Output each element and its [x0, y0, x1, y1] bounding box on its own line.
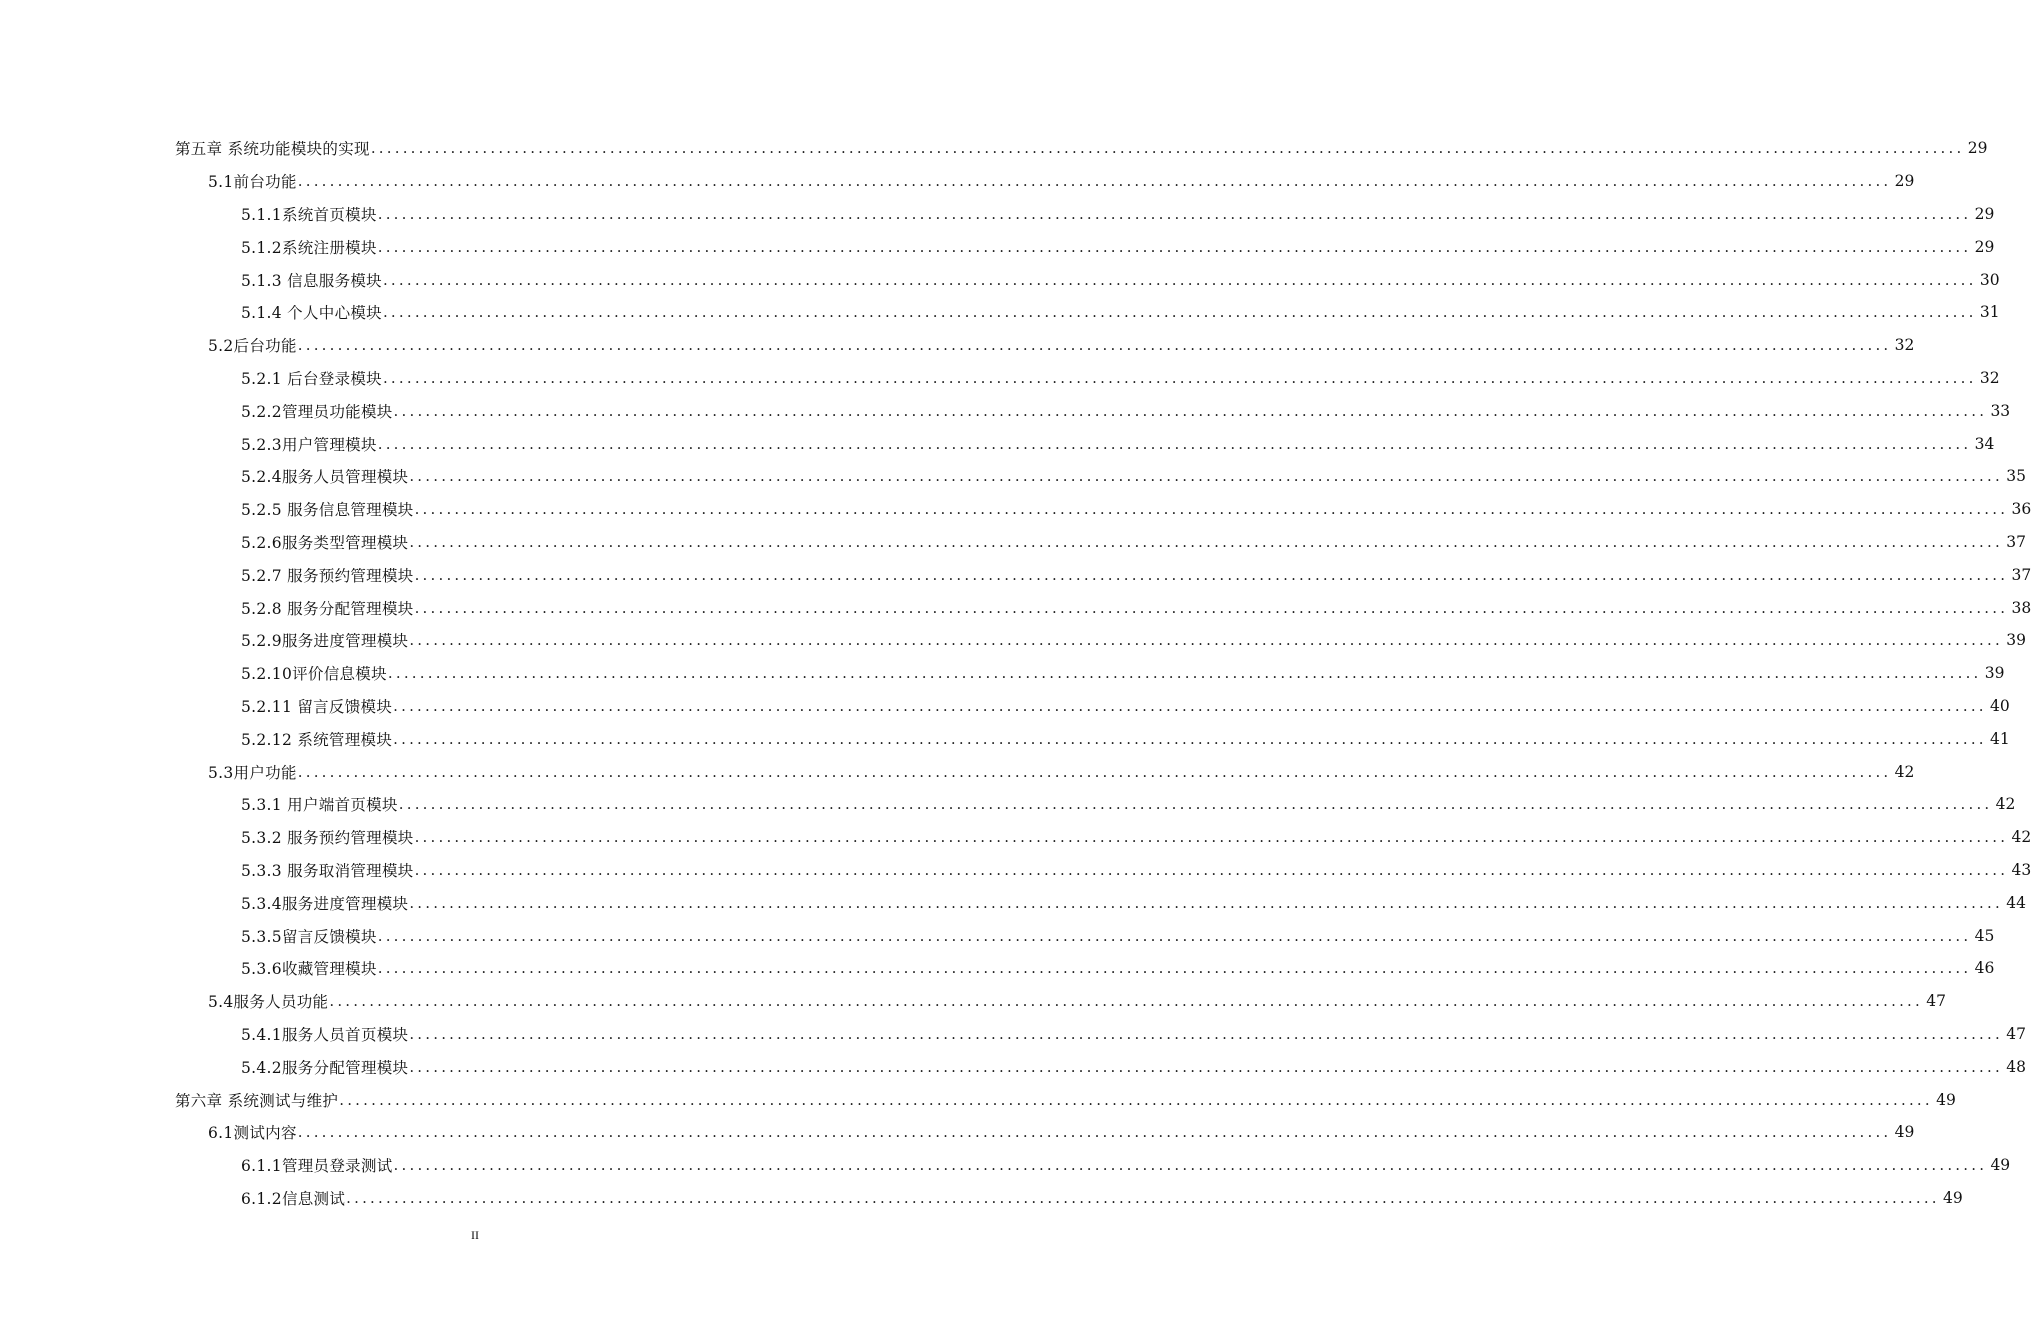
toc-entry-page-number: 30: [1979, 270, 2000, 289]
toc-entry[interactable]: [0, 821, 2031, 854]
toc-entry-title: 5.1.2系统注册模块: [241, 238, 377, 257]
dot-leader: ........................................................................................................................................................................................................: [398, 795, 1993, 814]
toc-entry-page-number: 48: [2006, 1057, 2026, 1076]
toc-entry-page-number: 47: [2006, 1024, 2026, 1043]
toc-entry-title: 5.2.5 服务信息管理模块: [241, 501, 414, 520]
toc-entry[interactable]: [0, 854, 2031, 887]
toc-entry[interactable]: [0, 1116, 1915, 1149]
toc-entry-title: 5.2.9服务进度管理模块: [241, 632, 409, 651]
toc-entry[interactable]: [0, 329, 1915, 362]
toc-entry-page-number: 32: [1894, 336, 1915, 355]
dot-leader: ........................................................................................................................................................................................................: [377, 959, 1972, 978]
toc-entry-title: 5.2.2管理员功能模块: [241, 402, 393, 421]
toc-entry-page-number: 31: [1979, 303, 2000, 322]
toc-entry-page-number: 49: [1943, 1188, 1963, 1207]
toc-entry-page-number: 39: [1984, 664, 2005, 683]
toc-entry[interactable]: [0, 788, 2016, 821]
toc-entry[interactable]: [0, 394, 2011, 427]
toc-entry[interactable]: [0, 198, 1995, 231]
toc-entry-title: 5.2.4服务人员管理模块: [241, 468, 409, 487]
toc-entry-page-number: 49: [1990, 1156, 2011, 1175]
toc-entry[interactable]: [0, 919, 1995, 952]
toc-entry-title: 5.1.4 个人中心模块: [241, 304, 382, 323]
toc-entry-title: 5.3.1 用户端首页模块: [241, 796, 398, 815]
toc-entry-page-number: 35: [2006, 467, 2026, 486]
dot-leader: ........................................................................................................................................................................................................: [414, 860, 2009, 879]
toc-entry[interactable]: [0, 1182, 1963, 1215]
toc-entry[interactable]: [0, 296, 2000, 329]
dot-leader: ........................................................................................................................................................................................................: [409, 631, 2003, 650]
toc-entry-title: 6.1.2信息测试: [241, 1189, 346, 1208]
toc-entry-page-number: 43: [2011, 860, 2031, 879]
toc-entry-page-number: 29: [1967, 139, 1988, 158]
toc-entry-title: 6.1测试内容: [208, 1124, 297, 1143]
toc-entry-title: 5.1.1系统首页模块: [241, 205, 377, 224]
toc-entry[interactable]: [0, 1149, 2011, 1182]
toc-entry-page-number: 36: [2011, 500, 2031, 519]
toc-entry-page-number: 32: [1979, 368, 2000, 387]
toc-entry-title: 5.4.2服务分配管理模块: [241, 1058, 409, 1077]
dot-leader: ........................................................................................................................................................................................................: [329, 992, 1923, 1011]
toc-entry[interactable]: [0, 886, 2026, 919]
toc-entry-title: 5.4服务人员功能: [208, 993, 329, 1012]
toc-entry-title: 5.3.6收藏管理模块: [241, 960, 377, 979]
table-of-contents: [0, 132, 2031, 1214]
toc-entry[interactable]: [0, 1050, 2026, 1083]
toc-entry-title: 5.2.12 系统管理模块: [241, 730, 393, 749]
toc-entry-title: 5.2.7 服务预约管理模块: [241, 566, 414, 585]
page-number-footer: II: [471, 1228, 479, 1242]
toc-entry-title: 5.2.1 后台登录模块: [241, 369, 382, 388]
toc-entry[interactable]: [0, 1018, 2026, 1051]
toc-entry-title: 6.1.1管理员登录测试: [241, 1157, 393, 1176]
toc-entry-title: 5.3.4服务进度管理模块: [241, 894, 409, 913]
toc-entry-title: 5.3.2 服务预约管理模块: [241, 829, 414, 848]
dot-leader: ........................................................................................................................................................................................................: [297, 336, 1892, 355]
dot-leader: ........................................................................................................................................................................................................: [393, 729, 1987, 748]
toc-entry-page-number: 45: [1974, 926, 1995, 945]
toc-entry-title: 第六章 系统测试与维护: [175, 1091, 339, 1110]
toc-entry[interactable]: [0, 493, 2031, 526]
toc-entry[interactable]: [0, 722, 2010, 755]
toc-entry-page-number: 40: [1990, 696, 2010, 715]
dot-leader: ........................................................................................................................................................................................................: [377, 926, 1972, 945]
dot-leader: ........................................................................................................................................................................................................: [414, 565, 2009, 584]
dot-leader: ........................................................................................................................................................................................................: [414, 500, 2009, 519]
toc-entry[interactable]: [0, 526, 2026, 559]
toc-entry-page-number: 29: [1974, 237, 1995, 256]
dot-leader: ........................................................................................................................................................................................................: [377, 237, 1972, 256]
toc-entry[interactable]: [0, 985, 1946, 1018]
toc-entry-title: 5.2.10评价信息模块: [241, 665, 387, 684]
toc-entry-page-number: 38: [2011, 598, 2031, 617]
toc-entry-page-number: 46: [1974, 959, 1995, 978]
toc-entry[interactable]: [0, 132, 1988, 165]
dot-leader: ........................................................................................................................................................................................................: [393, 696, 1987, 715]
dot-leader: ........................................................................................................................................................................................................: [414, 598, 2009, 617]
toc-entry-title: 5.2.6服务类型管理模块: [241, 533, 409, 552]
toc-entry-page-number: 49: [1936, 1090, 1956, 1109]
dot-leader: ........................................................................................................................................................................................................: [382, 303, 1977, 322]
toc-entry-page-number: 37: [2011, 565, 2031, 584]
toc-entry-page-number: 47: [1926, 992, 1946, 1011]
dot-leader: ........................................................................................................................................................................................................: [377, 434, 1972, 453]
dot-leader: ........................................................................................................................................................................................................: [409, 1024, 2003, 1043]
dot-leader: ........................................................................................................................................................................................................: [297, 762, 1892, 781]
dot-leader: ........................................................................................................................................................................................................: [409, 1057, 2003, 1076]
toc-entry[interactable]: [0, 263, 2000, 296]
toc-entry-title: 5.2.3用户管理模块: [241, 435, 377, 454]
dot-leader: ........................................................................................................................................................................................................: [409, 467, 2003, 486]
toc-entry-title: 5.2.11 留言反馈模块: [241, 697, 393, 716]
toc-entry-title: 5.3用户功能: [208, 763, 297, 782]
toc-entry-title: 5.1前台功能: [208, 173, 297, 192]
toc-entry[interactable]: [0, 1083, 1956, 1116]
toc-entry-title: 5.2后台功能: [208, 337, 297, 356]
toc-entry-title: 5.2.8 服务分配管理模块: [241, 599, 414, 618]
toc-entry[interactable]: [0, 558, 2031, 591]
dot-leader: ........................................................................................................................................................................................................: [409, 532, 2003, 551]
dot-leader: ........................................................................................................................................................................................................: [409, 893, 2003, 912]
dot-leader: ........................................................................................................................................................................................................: [297, 1123, 1892, 1142]
toc-entry-page-number: 29: [1974, 204, 1995, 223]
dot-leader: ........................................................................................................................................................................................................: [414, 828, 2009, 847]
toc-entry[interactable]: [0, 427, 1995, 460]
toc-entry-page-number: 42: [1894, 762, 1915, 781]
toc-entry-title: 5.4.1服务人员首页模块: [241, 1025, 409, 1044]
toc-entry-page-number: 39: [2006, 631, 2026, 650]
toc-entry[interactable]: [0, 165, 1915, 198]
toc-entry-page-number: 44: [2006, 893, 2026, 912]
toc-entry-page-number: 49: [1894, 1123, 1915, 1142]
toc-entry[interactable]: [0, 624, 2026, 657]
toc-entry[interactable]: [0, 755, 1915, 788]
toc-entry[interactable]: [0, 460, 2026, 493]
dot-leader: ........................................................................................................................................................................................................: [346, 1188, 1940, 1207]
toc-entry-title: 5.3.3 服务取消管理模块: [241, 861, 414, 880]
toc-entry-page-number: 41: [1990, 729, 2010, 748]
dot-leader: ........................................................................................................................................................................................................: [382, 368, 1977, 387]
dot-leader: ........................................................................................................................................................................................................: [297, 172, 1892, 191]
dot-leader: ........................................................................................................................................................................................................: [393, 401, 1988, 420]
toc-entry-title: 5.1.3 信息服务模块: [241, 271, 382, 290]
toc-entry-page-number: 34: [1974, 434, 1995, 453]
dot-leader: ........................................................................................................................................................................................................: [377, 204, 1972, 223]
toc-entry[interactable]: [0, 362, 2000, 395]
toc-entry-page-number: 42: [2011, 828, 2031, 847]
dot-leader: ........................................................................................................................................................................................................: [393, 1156, 1988, 1175]
toc-entry[interactable]: [0, 591, 2031, 624]
dot-leader: ........................................................................................................................................................................................................: [387, 664, 1982, 683]
toc-entry[interactable]: [0, 952, 1995, 985]
dot-leader: ........................................................................................................................................................................................................: [370, 139, 1965, 158]
toc-entry[interactable]: [0, 230, 1995, 263]
toc-entry-page-number: 37: [2006, 532, 2026, 551]
toc-entry-title: 第五章 系统功能模块的实现: [175, 140, 370, 159]
toc-entry[interactable]: [0, 657, 2005, 690]
toc-entry-page-number: 29: [1894, 172, 1915, 191]
toc-entry[interactable]: [0, 690, 2010, 723]
toc-entry-page-number: 42: [1995, 795, 2016, 814]
toc-entry-title: 5.3.5留言反馈模块: [241, 927, 377, 946]
dot-leader: ........................................................................................................................................................................................................: [339, 1090, 1933, 1109]
toc-entry-page-number: 33: [1990, 401, 2011, 420]
dot-leader: ........................................................................................................................................................................................................: [382, 270, 1977, 289]
